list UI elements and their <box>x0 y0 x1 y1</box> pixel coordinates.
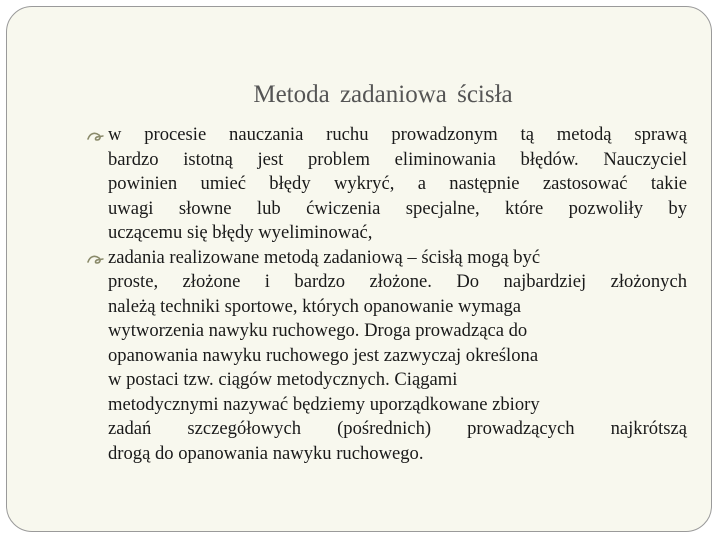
bullet-text-line: należą techniki sportowe, których opanowanie wymaga <box>108 295 522 317</box>
bullet-text-line: uczącemu się błędy wyeliminować, <box>108 222 373 243</box>
slide <box>6 6 712 532</box>
bullet-text-line: proste, złożone i bardzo złożone. Do najbardziej złożonych <box>108 271 687 292</box>
bullet-text-line: w procesie nauczania ruchu prowadzonym tą metodą sprawą <box>108 124 687 145</box>
bullet-text-line: wytworzenia nawyku ruchowego. Droga prowadząca do <box>108 320 528 341</box>
bullet-text-line: zadania realizowane metodą zadaniową – ścisłą mogą być <box>108 246 541 268</box>
bullet-text-line: bardzo istotną jest problem eliminowania błędów. Nauczyciel <box>108 148 687 170</box>
swirl-bullet-icon <box>87 254 104 266</box>
swirl-bullet-icon <box>87 131 104 143</box>
slide-title: Metoda zadaniowa ścisła <box>253 81 513 108</box>
bullet-text-line: powinien umieć błędy wykryć, a następnie zastosować takie <box>108 173 687 194</box>
bullet-item-2 <box>87 246 687 467</box>
bullet-text-line: opanowania nawyku ruchowego jest zazwyczaj określona <box>108 344 539 366</box>
bullet-item-1 <box>87 123 687 246</box>
bullet-text-line: zadań szczegółowych (pośrednich) prowadzących najkrótszą <box>108 418 687 439</box>
bullet-text-line: uwagi słowne lub ćwiczenia specjalne, które pozwoliły by <box>108 197 687 219</box>
bullet-text-line: w postaci tzw. ciągów metodycznych. Ciągami <box>108 369 458 390</box>
bullet-text-line: drogą do opanowania nawyku ruchowego. <box>108 442 424 464</box>
bullet-list <box>87 123 687 466</box>
bullet-text-line: metodycznymi nazywać będziemy uporządkowane zbiory <box>108 393 540 415</box>
